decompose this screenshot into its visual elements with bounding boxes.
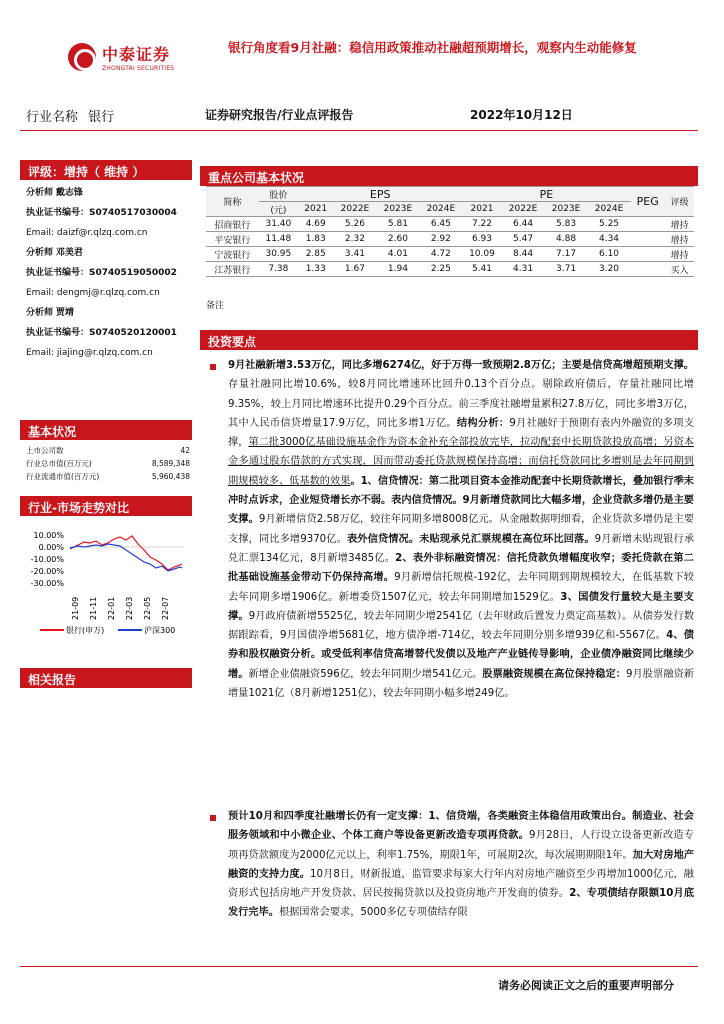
companies-table (206, 186, 694, 277)
text-run: 2、专项债结存限额10月底发行完毕。 (228, 888, 694, 919)
companies-header: 重点公司基本状况 (200, 166, 698, 186)
analyst-2-email: Email: dengmj@r.qlzq.com.cn (26, 288, 160, 298)
text-run: 加大对房地产融资的支持力度。 (228, 849, 694, 880)
brand-name-cn: 中泰证券 (102, 45, 171, 64)
analyst-1-email: Email: daizf@r.qlzq.com.cn (26, 228, 148, 238)
y-tick-label: -10.00% (30, 555, 64, 564)
y-tick-label: -30.00% (30, 579, 64, 588)
point-1 (228, 356, 694, 798)
analyst-2-cert: 执业证书编号：S0740519050002 (26, 268, 177, 278)
report-date: 2022年10月12日 (470, 108, 573, 122)
table-header-row: (元) 2021 2022E 2023E 2024E 2021 2022E 2023E 2024E (206, 202, 694, 217)
table-header-row (206, 187, 694, 202)
text-run: 9月新增信托规模-192亿，去年同期到期规模较大，在低基数下较去年同期多增1906亿。新增委贷1507亿元，较去年同期增加1529亿。 (228, 572, 694, 603)
text-run: 9月新增未贴现银行承兑汇票134亿元，8月新增3485亿。 (228, 533, 694, 564)
analyst-block (26, 183, 196, 363)
text-run: 预计10月和四季度社融增长仍有一定支撑：1、信贷端，各类融资主体稳信用政策出台。制造业、社会服务领域和中小微企业、个体工商户等设备更新改造专项再贷款。 (228, 811, 694, 842)
y-tick-label: 10.00% (33, 531, 64, 540)
text-run: 存量社融同比增10.6%，较8月同比增速环比回升0.13个百分点。剔除政府债后，存量社融同比增9.35%，较上月同比增速环比提升0.29个百分点。前三季度社融增量累积27.8万亿，同比多增3万亿，其中人民币信贷增量17.9万亿，同比多增1万亿。 (228, 379, 694, 429)
col-name: 简称 (206, 187, 259, 217)
text-run: 4、债券和股权融资分析。或受低利率信贷高增替代发债以及地产产业链传导影响，企业债净融资同比继续少增。 (228, 630, 694, 680)
analyst-3-email: Email: jiajing@r.qlzq.com.cn (26, 348, 153, 358)
basic-info-table (26, 444, 190, 483)
col-price: 股价 (259, 187, 298, 202)
legend-label-bank: 银行(申万) (66, 626, 105, 635)
table-row: 宁波银行 30.95 2.85 3.41 4.01 4.72 10.09 8.44 7.17 6.10 增持 (206, 247, 694, 262)
analyst-2: 分析师 邓美君 (26, 248, 83, 258)
table-row: 招商银行 31.40 4.69 5.26 5.81 6.45 7.22 6.44 5.83 5.25 增持 (206, 217, 694, 232)
table-row: 江苏银行 7.38 1.33 1.67 1.94 2.25 5.41 4.31 3.71 3.20 买入 (206, 262, 694, 277)
analyst-3-cert: 执业证书编号：S0740520120001 (26, 328, 177, 338)
report-type: 证券研究报告/行业点评报告 (205, 108, 354, 122)
text-run: 3、国债发行量较大是主要支撑。 (228, 591, 694, 622)
trend-header: 行业-市场走势对比 (20, 496, 192, 516)
footer-divider (20, 966, 698, 967)
col-rating: 评级 (665, 187, 694, 217)
text-run: 。1、信贷情况：第二批项目资本金推动配套中长期贷款增长，叠加银行季末冲时点诉求，企业短贷增长亦不弱。表内信贷情况。9月新增贷款同比大幅多增，企业贷款多增仍是主要支撑。 (228, 475, 694, 526)
analyst-1: 分析师 戴志锋 (26, 188, 83, 198)
related-reports-header: 相关报告 (20, 668, 192, 688)
x-ticks (71, 597, 170, 620)
x-tick-label: 22-01 (107, 596, 116, 620)
table-row: 平安银行 11.48 1.83 2.32 2.60 2.92 6.93 5.47 4.88 4.34 增持 (206, 232, 694, 247)
text-run: 结构分析： (456, 417, 510, 429)
basic-info-header: 基本状况 (20, 420, 192, 440)
bullet-icon (210, 364, 216, 370)
table-row: 上市公司数 42 (26, 446, 190, 455)
brand-logo (68, 42, 174, 72)
footer-disclaimer: 请务必阅读正文之后的重要声明部分 (498, 979, 674, 992)
col-eps: EPS (298, 187, 462, 202)
col-price-unit: (元) (259, 202, 298, 217)
analyst-3: 分析师 贾靖 (26, 308, 74, 318)
industry-label: 行业名称 (26, 110, 79, 125)
col-peg: PEG (631, 187, 665, 217)
trend-chart (26, 524, 196, 644)
analyst-1-cert: 执业证书编号：S0740517030004 (26, 208, 177, 218)
text-run: 10月8日，财新报道，监管要求每家大行年内对房地产融资至少再增加1000亿元，融资形式包括房地产开发贷款、居民按揭贷款以及投资房地产开发商的债券。 (228, 868, 694, 900)
table-row: 行业总市值(百万元) 8,589,348 (26, 459, 190, 468)
text-run: 9月政府债新增5525亿，较去年同期少增2541亿（去年财政后置发力奠定高基数）。从债券发行数据跟踪看，9月国债净增5681亿，地方债净增-714亿，较去年同期分别多增939亿和-5567亿。 (228, 610, 694, 642)
x-tick-label: 22-05 (143, 596, 152, 620)
table-note: 备注 (206, 301, 225, 311)
text-run: 9月社融好于预期有表内外融资的多项支撑， (228, 417, 694, 449)
text-run: 9月社融新增3.53万亿，同比多增6274亿，好于万得一致预期2.8万亿；主要是信贷高增超预期支撑。 (228, 360, 694, 371)
industry-line (26, 106, 114, 125)
y-tick-label: -20.00% (30, 567, 64, 576)
brand-name-en: ZHONGTAI SECURITIES (102, 65, 175, 72)
text-run: 新增企业债融资596亿，较去年同期少增541亿元。 (248, 668, 483, 680)
header-divider (20, 130, 698, 131)
x-tick-label: 21-09 (71, 596, 80, 620)
series-line-bank (70, 536, 182, 570)
table-row: 行业流通市值(百万元) 5,960,438 (26, 472, 190, 481)
text-run: 表外信贷情况。未贴现承兑汇票规模在高位环比回落。 (346, 533, 595, 545)
industry-value: 银行 (88, 110, 115, 125)
zhongtai-logo-icon (68, 43, 96, 71)
text-run: 9月股票融资新增量1021亿（8月新增1251亿），较去年同期小幅多增249亿。 (228, 668, 694, 700)
y-tick-label: 0.00% (38, 543, 64, 552)
rating-banner: 评级：增持（ 维持 ） (20, 160, 192, 180)
x-tick-label: 22-07 (161, 596, 170, 620)
x-tick-label: 22-03 (125, 596, 134, 620)
text-run: 根据国常会要求，5000多亿专项债结存限 (278, 907, 468, 919)
text-run: 第二批3000亿基础设施基金作为资本金补充全部投放完毕，拉动配套中长期贷款投放高增；另资本金多通过股东借款的方式实现，因而带动委托贷款规模保持高增；而信托贷款同比多增则是去年同期到期规模较多、低基数的效果 (228, 437, 694, 487)
col-pe: PE (462, 187, 630, 202)
text-run: 股票融资规模在高位保持稳定： (482, 668, 626, 680)
legend-label-hs300: 沪深300 (144, 626, 176, 635)
text-run: 9月新增信贷2.58万亿，较往年同期多增8008亿元。从金融数据明细看，企业贷款多增仍是主要支撑，同比多增9370亿。 (228, 514, 694, 545)
document-title: 银行角度看9月社融：稳信用政策推动社融超预期增长，观察内生动能修复 (228, 40, 637, 55)
point-2 (228, 807, 694, 945)
text-run: 2、表外非标融资情况：信托贷款负增幅度收窄；委托贷款在第二批基础设施基金带动下仍保持高增。 (228, 552, 694, 584)
bullet-icon (210, 815, 216, 821)
text-run: 9月28日，人行设立设备更新改造专项再贷款额度为2000亿元以上，利率1.75%，期限1年，可展期2次，每次展期期限1年。 (228, 830, 694, 861)
x-tick-label: 21-11 (89, 596, 98, 620)
points-header: 投资要点 (200, 330, 698, 350)
